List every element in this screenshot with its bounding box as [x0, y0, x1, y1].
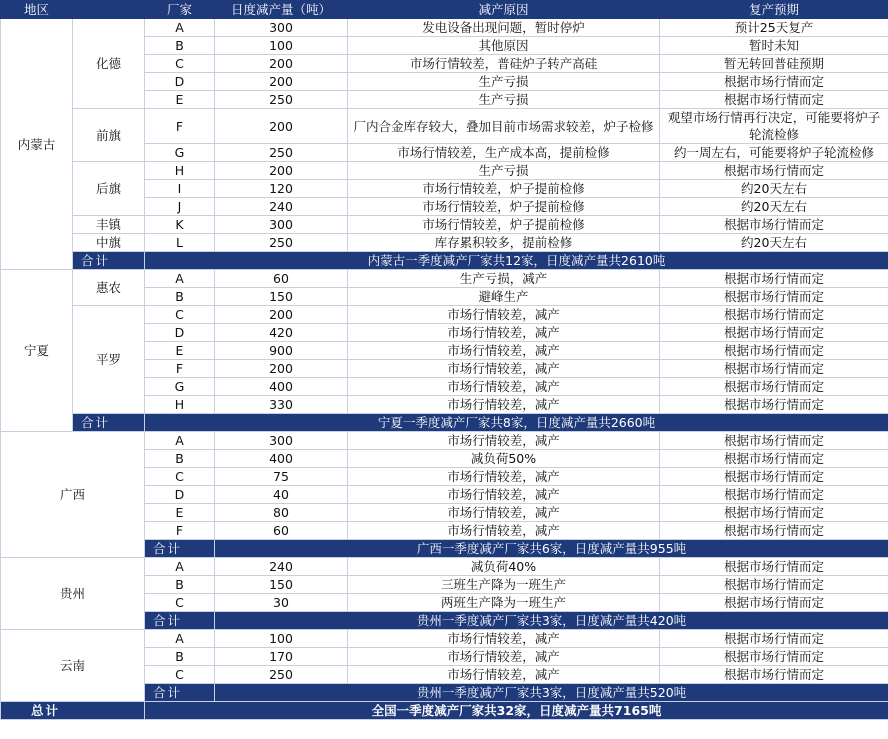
- cut-cell: 200: [215, 55, 348, 73]
- cut-cell: 75: [215, 468, 348, 486]
- cut-cell: 100: [215, 630, 348, 648]
- table-row: [1, 109, 888, 144]
- resume-cell: 根据市场行情而定: [660, 306, 888, 324]
- total-label: 总计: [1, 702, 145, 720]
- reason-cell: 发电设备出现问题，暂时停炉: [348, 19, 660, 37]
- factory-cell: H: [145, 396, 215, 414]
- resume-cell: 根据市场行情而定: [660, 91, 888, 109]
- subtotal-text: 内蒙古一季度减产厂家共12家，日度减产量共2610吨: [145, 252, 888, 270]
- resume-cell: 暂无转回普硅预期: [660, 55, 888, 73]
- factory-cell: C: [145, 306, 215, 324]
- cut-cell: 200: [215, 306, 348, 324]
- reason-cell: 减负荷40%: [348, 558, 660, 576]
- cut-cell: 200: [215, 360, 348, 378]
- cut-cell: 170: [215, 648, 348, 666]
- reason-cell: 市场行情较差，减产: [348, 522, 660, 540]
- cut-cell: 30: [215, 594, 348, 612]
- table-row: [1, 162, 888, 180]
- resume-cell: 约20天左右: [660, 198, 888, 216]
- factory-cell: B: [145, 37, 215, 55]
- cut-cell: 200: [215, 162, 348, 180]
- subregion-cell: 中旗: [73, 234, 145, 252]
- resume-cell: 根据市场行情而定: [660, 288, 888, 306]
- header-region: 地区: [1, 1, 73, 19]
- factory-cell: A: [145, 630, 215, 648]
- cut-cell: 420: [215, 324, 348, 342]
- cut-cell: 330: [215, 396, 348, 414]
- cut-cell: 100: [215, 37, 348, 55]
- subregion-cell: 前旗: [73, 109, 145, 162]
- resume-cell: 根据市场行情而定: [660, 73, 888, 91]
- factory-cell: D: [145, 486, 215, 504]
- subtotal-text: 广西一季度减产厂家共6家，日度减产量共955吨: [215, 540, 888, 558]
- cut-cell: 250: [215, 91, 348, 109]
- subtotal-text: 宁夏一季度减产厂家共8家，日度减产量共2660吨: [145, 414, 888, 432]
- cut-cell: 240: [215, 558, 348, 576]
- resume-cell: 根据市场行情而定: [660, 396, 888, 414]
- resume-cell: 根据市场行情而定: [660, 360, 888, 378]
- factory-cell: B: [145, 450, 215, 468]
- cut-cell: 150: [215, 288, 348, 306]
- reason-cell: 避峰生产: [348, 288, 660, 306]
- table-row: [1, 216, 888, 234]
- resume-cell: 约20天左右: [660, 234, 888, 252]
- table-row: [1, 306, 888, 324]
- header-row: [1, 1, 888, 19]
- subregion-cell: 化德: [73, 19, 145, 109]
- region-cell: 内蒙古: [1, 19, 73, 270]
- reason-cell: 库存累积较多，提前检修: [348, 234, 660, 252]
- reason-cell: 市场行情较差，减产: [348, 504, 660, 522]
- resume-cell: 根据市场行情而定: [660, 324, 888, 342]
- table-row: [1, 270, 888, 288]
- cut-cell: 250: [215, 234, 348, 252]
- reason-cell: 市场行情较差，减产: [348, 666, 660, 684]
- reason-cell: 厂内合金库存较大，叠加目前市场需求较差，炉子检修: [348, 109, 660, 144]
- header-subregion: [73, 1, 145, 19]
- resume-cell: 根据市场行情而定: [660, 522, 888, 540]
- factory-cell: E: [145, 342, 215, 360]
- resume-cell: 根据市场行情而定: [660, 216, 888, 234]
- reason-cell: 市场行情较差，减产: [348, 648, 660, 666]
- reason-cell: 市场行情较差，减产: [348, 468, 660, 486]
- resume-cell: 约20天左右: [660, 180, 888, 198]
- cut-cell: 300: [215, 216, 348, 234]
- resume-cell: 预计25天复产: [660, 19, 888, 37]
- header-daily-cut: 日度减产量（吨）: [215, 1, 348, 19]
- subtotal-text: 贵州一季度减产厂家共3家，日度减产量共520吨: [215, 684, 888, 702]
- subtotal-label: 合计: [73, 252, 145, 270]
- resume-cell: 根据市场行情而定: [660, 594, 888, 612]
- header-reason: 减产原因: [348, 1, 660, 19]
- table-row: [1, 558, 888, 576]
- cut-cell: 240: [215, 198, 348, 216]
- resume-cell: 观望市场行情再行决定，可能要将炉子轮流检修: [660, 109, 888, 144]
- factory-cell: A: [145, 19, 215, 37]
- subregion-cell: 惠农: [73, 270, 145, 306]
- reason-cell: 市场行情较差，减产: [348, 342, 660, 360]
- resume-cell: 暂时未知: [660, 37, 888, 55]
- factory-cell: A: [145, 270, 215, 288]
- resume-cell: 根据市场行情而定: [660, 432, 888, 450]
- table-row: [1, 432, 888, 450]
- cut-cell: 300: [215, 19, 348, 37]
- resume-cell: 根据市场行情而定: [660, 576, 888, 594]
- total-row: [1, 702, 888, 720]
- reason-cell: 市场行情较差，减产: [348, 378, 660, 396]
- reason-cell: 市场行情较差，生产成本高，提前检修: [348, 144, 660, 162]
- factory-cell: E: [145, 504, 215, 522]
- factory-cell: H: [145, 162, 215, 180]
- table-row: [1, 19, 888, 37]
- cut-cell: 200: [215, 73, 348, 91]
- reason-cell: 市场行情较差，减产: [348, 432, 660, 450]
- reason-cell: 市场行情较差，减产: [348, 306, 660, 324]
- reason-cell: 生产亏损: [348, 73, 660, 91]
- header-factory: 厂家: [145, 1, 215, 19]
- resume-cell: 根据市场行情而定: [660, 162, 888, 180]
- factory-cell: E: [145, 91, 215, 109]
- factory-cell: C: [145, 666, 215, 684]
- factory-cell: G: [145, 378, 215, 396]
- factory-cell: A: [145, 432, 215, 450]
- cut-cell: 400: [215, 450, 348, 468]
- subregion-cell: 丰镇: [73, 216, 145, 234]
- reason-cell: 市场行情较差，减产: [348, 396, 660, 414]
- resume-cell: 根据市场行情而定: [660, 666, 888, 684]
- cut-cell: 400: [215, 378, 348, 396]
- factory-cell: C: [145, 55, 215, 73]
- resume-cell: 根据市场行情而定: [660, 468, 888, 486]
- factory-cell: A: [145, 558, 215, 576]
- cut-cell: 150: [215, 576, 348, 594]
- reason-cell: 市场行情较差，减产: [348, 324, 660, 342]
- table-row: [1, 630, 888, 648]
- reason-cell: 生产亏损: [348, 91, 660, 109]
- factory-cell: C: [145, 594, 215, 612]
- subtotal-text: 贵州一季度减产厂家共3家，日度减产量共420吨: [215, 612, 888, 630]
- reason-cell: 市场行情较差，普硅炉子转产高硅: [348, 55, 660, 73]
- resume-cell: 根据市场行情而定: [660, 648, 888, 666]
- region-cell: 贵州: [1, 558, 145, 630]
- subtotal-label: 合计: [145, 612, 215, 630]
- factory-cell: D: [145, 73, 215, 91]
- factory-cell: G: [145, 144, 215, 162]
- cut-cell: 200: [215, 109, 348, 144]
- factory-cell: C: [145, 468, 215, 486]
- resume-cell: 约一周左右，可能要将炉子轮流检修: [660, 144, 888, 162]
- resume-cell: 根据市场行情而定: [660, 558, 888, 576]
- factory-cell: F: [145, 360, 215, 378]
- resume-cell: 根据市场行情而定: [660, 450, 888, 468]
- reason-cell: 市场行情较差，减产: [348, 360, 660, 378]
- factory-cell: L: [145, 234, 215, 252]
- cut-cell: 120: [215, 180, 348, 198]
- reason-cell: 三班生产降为一班生产: [348, 576, 660, 594]
- total-text: 全国一季度减产厂家共32家，日度减产量共7165吨: [145, 702, 888, 720]
- reason-cell: 市场行情较差，炉子提前检修: [348, 198, 660, 216]
- factory-cell: I: [145, 180, 215, 198]
- cut-cell: 250: [215, 144, 348, 162]
- resume-cell: 根据市场行情而定: [660, 270, 888, 288]
- reason-cell: 市场行情较差，减产: [348, 630, 660, 648]
- factory-cell: F: [145, 522, 215, 540]
- reason-cell: 两班生产降为一班生产: [348, 594, 660, 612]
- cut-cell: 60: [215, 522, 348, 540]
- cut-cell: 60: [215, 270, 348, 288]
- subtotal-row: [1, 252, 888, 270]
- factory-cell: B: [145, 648, 215, 666]
- resume-cell: 根据市场行情而定: [660, 630, 888, 648]
- reason-cell: 减负荷50%: [348, 450, 660, 468]
- factory-cell: K: [145, 216, 215, 234]
- reason-cell: 其他原因: [348, 37, 660, 55]
- resume-cell: 根据市场行情而定: [660, 378, 888, 396]
- cut-cell: 250: [215, 666, 348, 684]
- factory-cell: D: [145, 324, 215, 342]
- subtotal-label: 合计: [145, 684, 215, 702]
- region-cell: 云南: [1, 630, 145, 702]
- factory-cell: F: [145, 109, 215, 144]
- factory-cell: J: [145, 198, 215, 216]
- factory-cell: B: [145, 576, 215, 594]
- table-row: [1, 234, 888, 252]
- region-cell: 广西: [1, 432, 145, 558]
- resume-cell: 根据市场行情而定: [660, 504, 888, 522]
- region-cell: 宁夏: [1, 270, 73, 432]
- reason-cell: 市场行情较差，炉子提前检修: [348, 216, 660, 234]
- factory-cell: B: [145, 288, 215, 306]
- reason-cell: 生产亏损，减产: [348, 270, 660, 288]
- reason-cell: 市场行情较差，炉子提前检修: [348, 180, 660, 198]
- cut-cell: 900: [215, 342, 348, 360]
- subregion-cell: 平罗: [73, 306, 145, 414]
- cut-cell: 40: [215, 486, 348, 504]
- cut-cell: 80: [215, 504, 348, 522]
- resume-cell: 根据市场行情而定: [660, 342, 888, 360]
- header-resume: 复产预期: [660, 1, 888, 19]
- cut-cell: 300: [215, 432, 348, 450]
- subtotal-label: 合计: [145, 540, 215, 558]
- subtotal-row: [1, 414, 888, 432]
- subtotal-label: 合计: [73, 414, 145, 432]
- subregion-cell: 后旗: [73, 162, 145, 216]
- resume-cell: 根据市场行情而定: [660, 486, 888, 504]
- reason-cell: 生产亏损: [348, 162, 660, 180]
- reason-cell: 市场行情较差，减产: [348, 486, 660, 504]
